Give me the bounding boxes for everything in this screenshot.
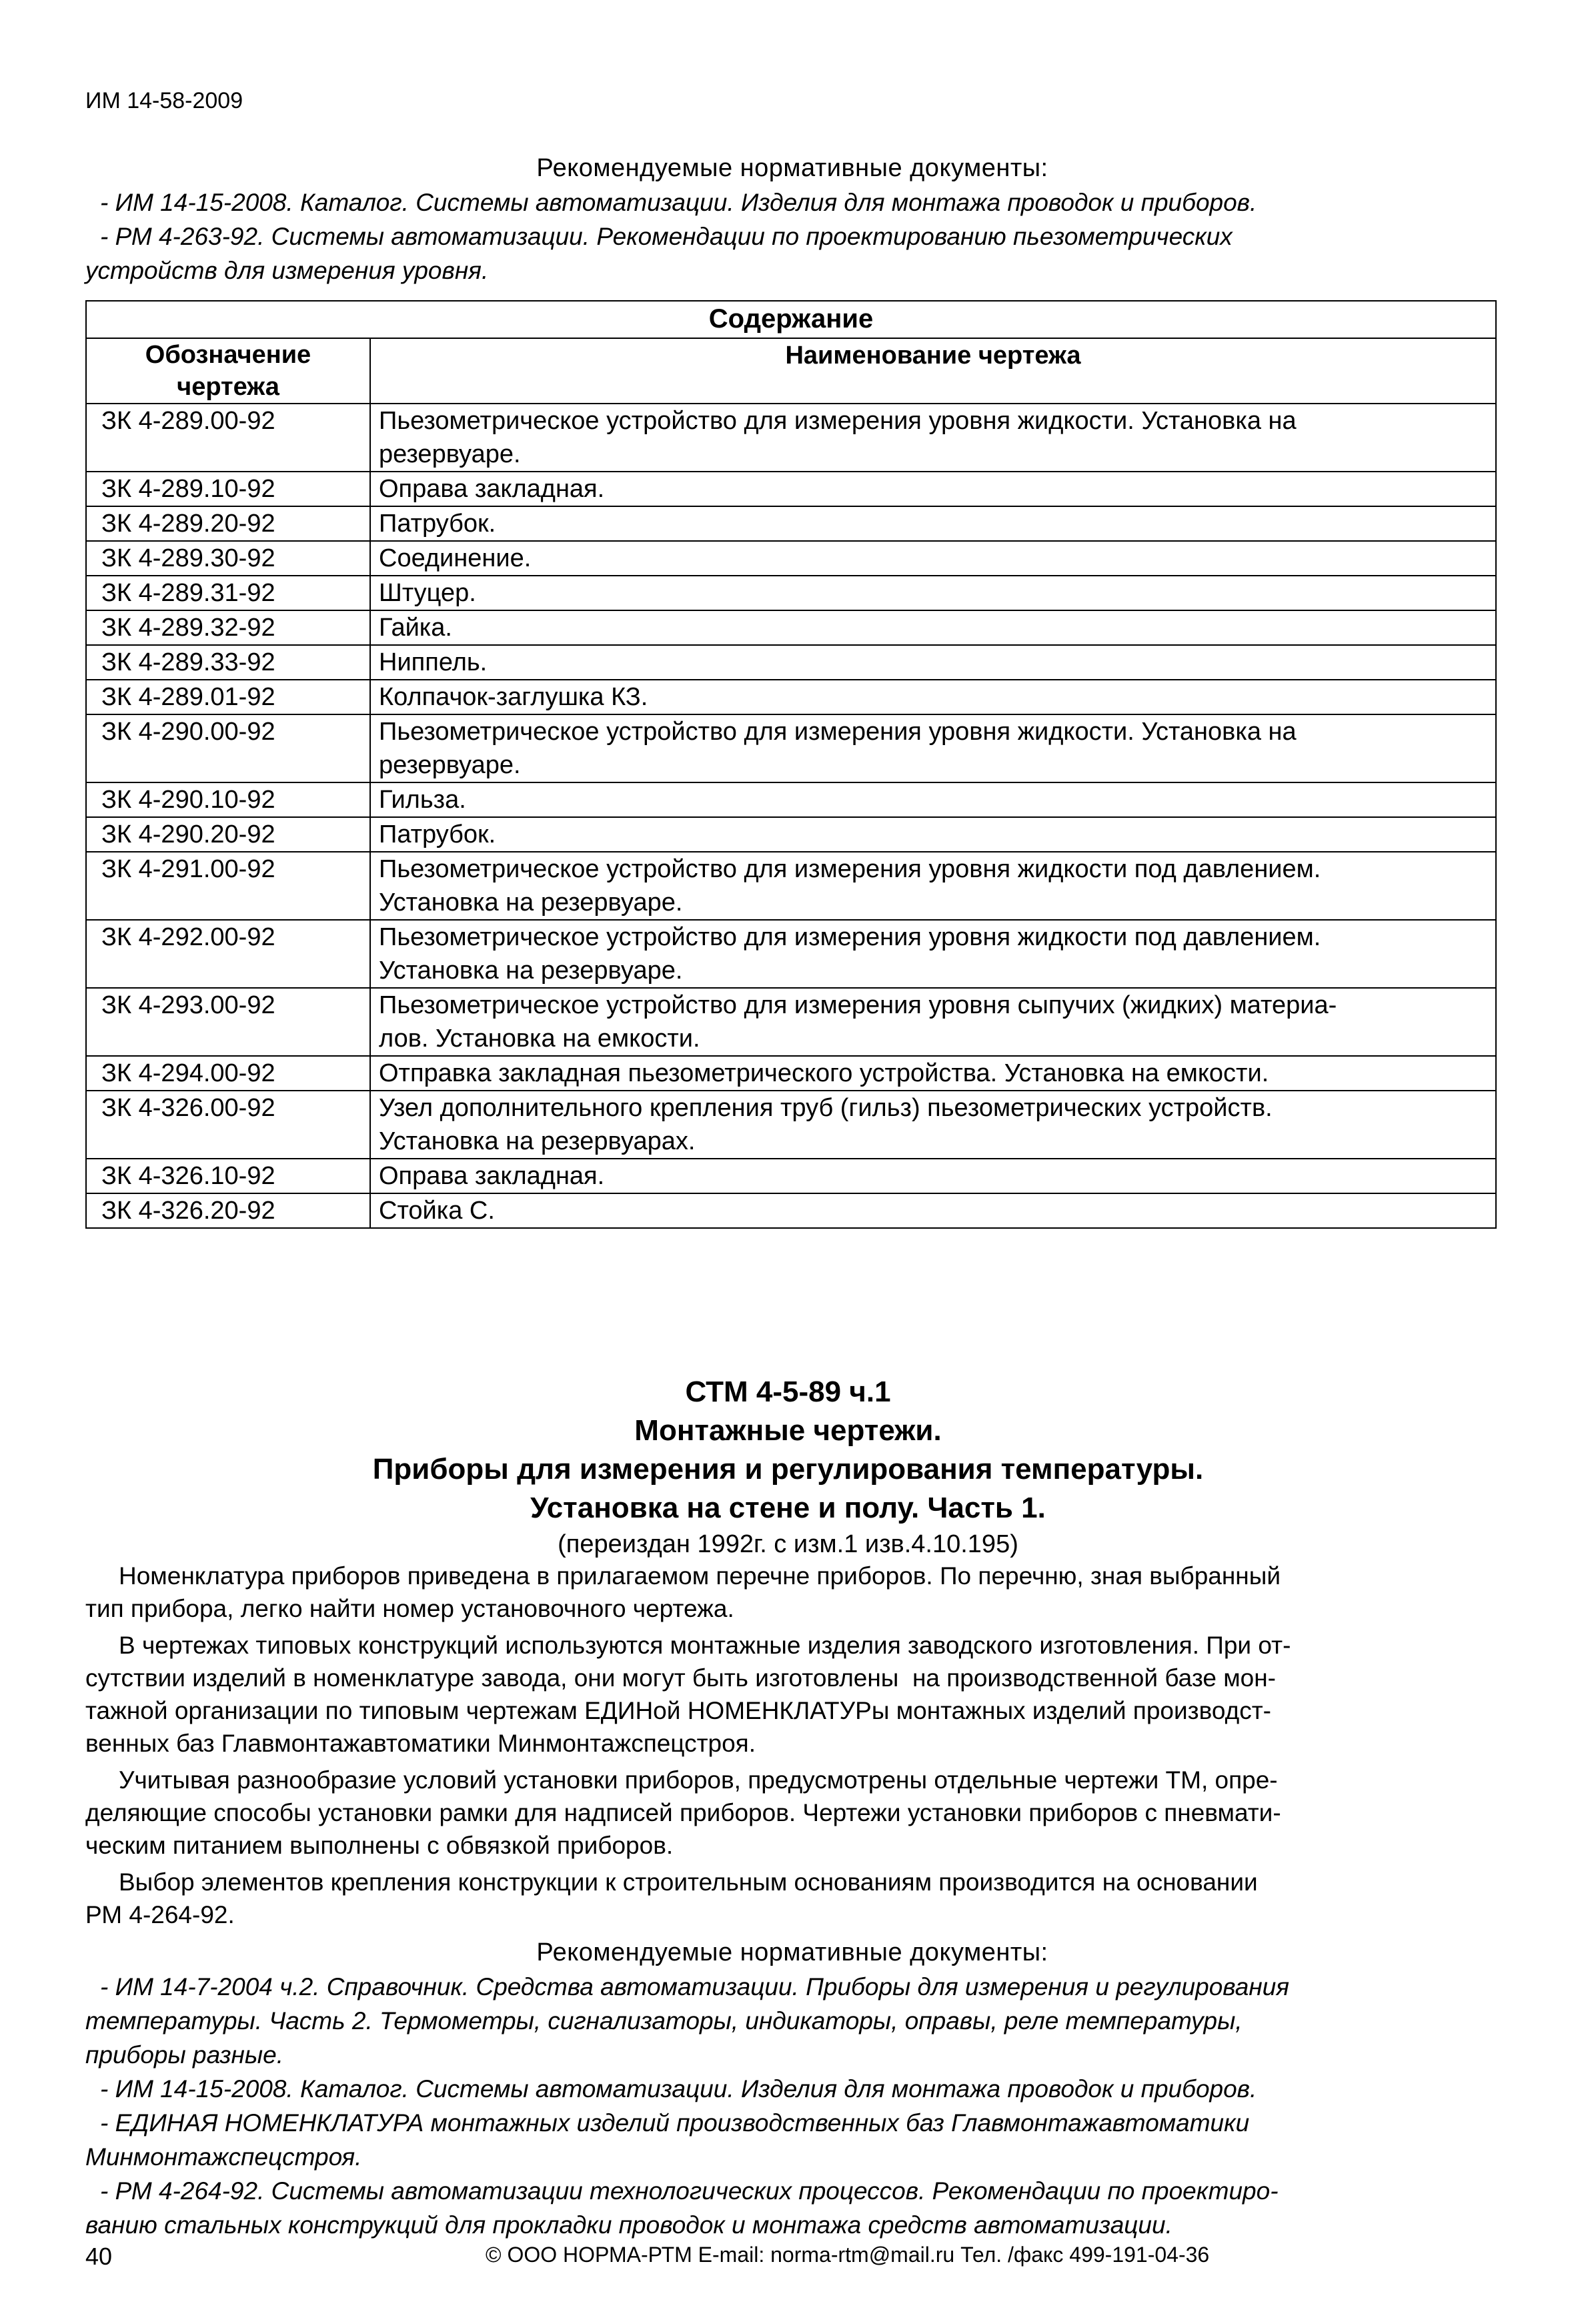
page-number: 40 [85,2243,113,2270]
table-row [86,506,1496,541]
drawing-name [370,404,1496,472]
drawing-code: ЗК 4-326.00-92 [86,1091,370,1159]
reference-item [85,2106,1499,2174]
drawing-name-line: Отправка закладная пьезометрического устройства. Установка на емкости. [379,1059,1269,1087]
drawing-name-line: Пьезометрическое устройство для измерения уровня жидкости под давлением. [379,923,1321,951]
reference-item [85,2174,1499,2242]
paragraph [85,1629,1499,1760]
paragraph [85,1866,1499,1931]
drawing-code: ЗК 4-289.00-92 [86,404,370,472]
paragraphs [85,1560,1499,1931]
paragraph-line: Номенклатура приборов приведена в прилагаемом перечне приборов. По перечню, зная выбранный [119,1562,1281,1590]
section-title-2: Приборы для измерения и регулирования температуры. [372,1453,1204,1486]
drawing-name-line: Соединение. [379,544,532,572]
table-row [86,852,1496,920]
drawing-name [370,506,1496,541]
reference-item [85,1970,1499,2072]
drawing-code: ЗК 4-289.01-92 [86,680,370,714]
drawing-code: ЗК 4-326.10-92 [86,1159,370,1193]
drawing-name-line: Патрубок. [379,510,496,538]
table-row [86,1159,1496,1193]
reference-line: Минмонтажспецстроя. [85,2143,362,2171]
reference-line: - ИМ 14-7-2004 ч.2. Справочник. Средства автоматизации. Приборы для измерения и регулирования [100,1973,1290,2000]
drawing-name-line: Пьезометрическое устройство для измерения уровня жидкости. Установка на [379,407,1297,435]
drawing-code: ЗК 4-292.00-92 [86,920,370,988]
table-row [86,714,1496,782]
table-row [86,541,1496,576]
section-title-3: Установка на стене и полу. Часть 1. [530,1492,1046,1524]
drawing-code: ЗК 4-290.00-92 [86,714,370,782]
drawing-name-line: Пьезометрическое устройство для измерения уровня жидкости. Установка на [379,718,1297,746]
paragraph-line: сутствии изделий в номенклатуре завода, они могут быть изготовлены на производственной базе мон- [85,1664,1276,1692]
drawing-name-line: Оправа закладная. [379,1162,605,1190]
drawing-name-line: Узел дополнительного крепления труб (гильз) пьезометрических устройств. [379,1094,1273,1122]
paragraph-line: деляющие способы установки рамки для надписей приборов. Чертежи установки приборов с пневмати- [85,1799,1281,1826]
paragraph-line: тажной организации по типовым чертежам ЕДИНой НОМЕНКЛАТУРы монтажных изделий производст- [85,1697,1271,1724]
drawing-name [370,610,1496,645]
drawing-name [370,852,1496,920]
reference-line: температуры. Часть 2. Термометры, сигнализаторы, индикаторы, оправы, реле температуры, [85,2007,1243,2035]
references-list [85,185,1499,287]
reference-line: приборы разные. [85,2041,283,2069]
contents-table [85,300,1497,1229]
drawing-name-line: резервуаре. [379,440,521,468]
reference-line: - ЕДИНАЯ НОМЕНКЛАТУРА монтажных изделий производственных баз Главмонтажавтоматики [100,2109,1250,2137]
references-heading-2: Рекомендуемые нормативные документы: [536,1938,1048,1966]
drawing-name [370,1159,1496,1193]
drawing-code: ЗК 4-289.20-92 [86,506,370,541]
section-title-1: Монтажные чертежи. [634,1414,942,1447]
reference-line: - ИМ 14-15-2008. Каталог. Системы автоматизации. Изделия для монтажа проводок и приборов. [100,189,1257,216]
drawing-name [370,782,1496,817]
drawing-name-line: Гильза. [379,786,466,814]
paragraph-line: тип прибора, легко найти номер установочного чертежа. [85,1595,734,1622]
reference-line: устройств для измерения уровня. [85,257,489,284]
paragraph-line: РМ 4-264-92. [85,1901,235,1928]
drawing-name [370,541,1496,576]
table-row [86,1091,1496,1159]
drawing-code: ЗК 4-290.20-92 [86,817,370,852]
column-header-code: Обозначение чертежа [86,338,370,404]
section-code: СТМ 4-5-89 ч.1 [685,1375,891,1408]
drawing-name-line: Пьезометрическое устройство для измерения уровня сыпучих (жидких) материа- [379,991,1337,1019]
table-row [86,817,1496,852]
reference-line: - РМ 4-263-92. Системы автоматизации. Рекомендации по проектированию пьезометрических [100,223,1233,250]
table-row [86,610,1496,645]
drawing-code: ЗК 4-326.20-92 [86,1193,370,1228]
references-heading: Рекомендуемые нормативные документы: [536,154,1048,182]
drawing-name [370,472,1496,506]
drawing-code: ЗК 4-290.10-92 [86,782,370,817]
table-row [86,1056,1496,1091]
drawing-name-line: Установка на резервуаре. [379,957,683,985]
reference-line: ванию стальных конструкций для прокладки проводок и монтажа средств автоматизации. [85,2211,1172,2239]
drawing-name [370,817,1496,852]
table-row [86,404,1496,472]
drawing-name [370,1056,1496,1091]
section-heading [0,1373,1576,1561]
table-row [86,988,1496,1056]
drawing-name [370,680,1496,714]
paragraph [85,1560,1499,1625]
reissue-note: (переиздан 1992г. с изм.1 изв.4.10.195) [558,1530,1018,1558]
drawing-name-line: лов. Установка на емкости. [379,1025,700,1053]
drawing-name-line: Пьезометрическое устройство для измерения уровня жидкости под давлением. [379,855,1321,883]
paragraph-line: венных баз Главмонтажавтоматики Минмонтажспецстроя. [85,1730,756,1757]
drawing-name-line: Патрубок. [379,820,496,848]
copyright-contacts: © ООО НОРМА-РТМ E-mail: norma-rtm@mail.ru Тел. /факс 499-191-04-36 [486,2243,1210,2267]
table-row [86,1193,1496,1228]
drawing-name-line: Колпачок-заглушка КЗ. [379,683,648,711]
drawing-code: ЗК 4-291.00-92 [86,852,370,920]
drawing-name-line: резервуаре. [379,751,521,779]
column-header-name: Наименование чертежа [370,338,1496,404]
reference-item [85,2072,1499,2106]
paragraph [85,1764,1499,1862]
drawing-code: ЗК 4-289.31-92 [86,576,370,610]
paragraph-line: Выбор элементов крепления конструкции к строительным основаниям производится на основании [119,1868,1258,1896]
section-body [85,1560,1499,2242]
paragraph-line: Учитывая разнообразие условий установки приборов, предусмотрены отдельные чертежи ТМ, опре- [119,1766,1278,1794]
table-row [86,576,1496,610]
drawing-code: ЗК 4-294.00-92 [86,1056,370,1091]
table-row [86,782,1496,817]
table-row [86,472,1496,506]
table-row [86,680,1496,714]
drawing-name [370,1091,1496,1159]
drawing-name-line: Штуцер. [379,579,476,607]
drawing-name-line: Гайка. [379,614,452,642]
reference-line: - ИМ 14-15-2008. Каталог. Системы автоматизации. Изделия для монтажа проводок и приборов. [100,2075,1257,2103]
table-row [86,645,1496,680]
document-id: ИМ 14-58-2009 [85,88,243,113]
drawing-name-line: Оправа закладная. [379,475,605,503]
drawing-name-line: Установка на резервуарах. [379,1127,696,1155]
drawing-name [370,920,1496,988]
top-references [85,151,1499,287]
drawing-code: ЗК 4-289.33-92 [86,645,370,680]
drawing-code: ЗК 4-293.00-92 [86,988,370,1056]
drawing-code: ЗК 4-289.10-92 [86,472,370,506]
drawing-name [370,645,1496,680]
paragraph-line: ческим питанием выполнены с обвязкой приборов. [85,1832,674,1859]
drawing-code: ЗК 4-289.32-92 [86,610,370,645]
drawing-name-line: Стойка С. [379,1197,495,1225]
reference-line: - РМ 4-264-92. Системы автоматизации технологических процессов. Рекомендации по проектиро- [100,2177,1279,2205]
drawing-name [370,1193,1496,1228]
table-row [86,920,1496,988]
drawing-name-line: Ниппель. [379,648,488,676]
drawing-name [370,714,1496,782]
table-title: Содержание [86,301,1496,338]
paragraph-line: В чертежах типовых конструкций используются монтажные изделия заводского изготовления. При от- [119,1632,1291,1659]
drawing-code: ЗК 4-289.30-92 [86,541,370,576]
references-list-2 [85,1970,1499,2242]
drawing-name-line: Установка на резервуаре. [379,889,683,917]
drawing-name [370,988,1496,1056]
drawing-name [370,576,1496,610]
